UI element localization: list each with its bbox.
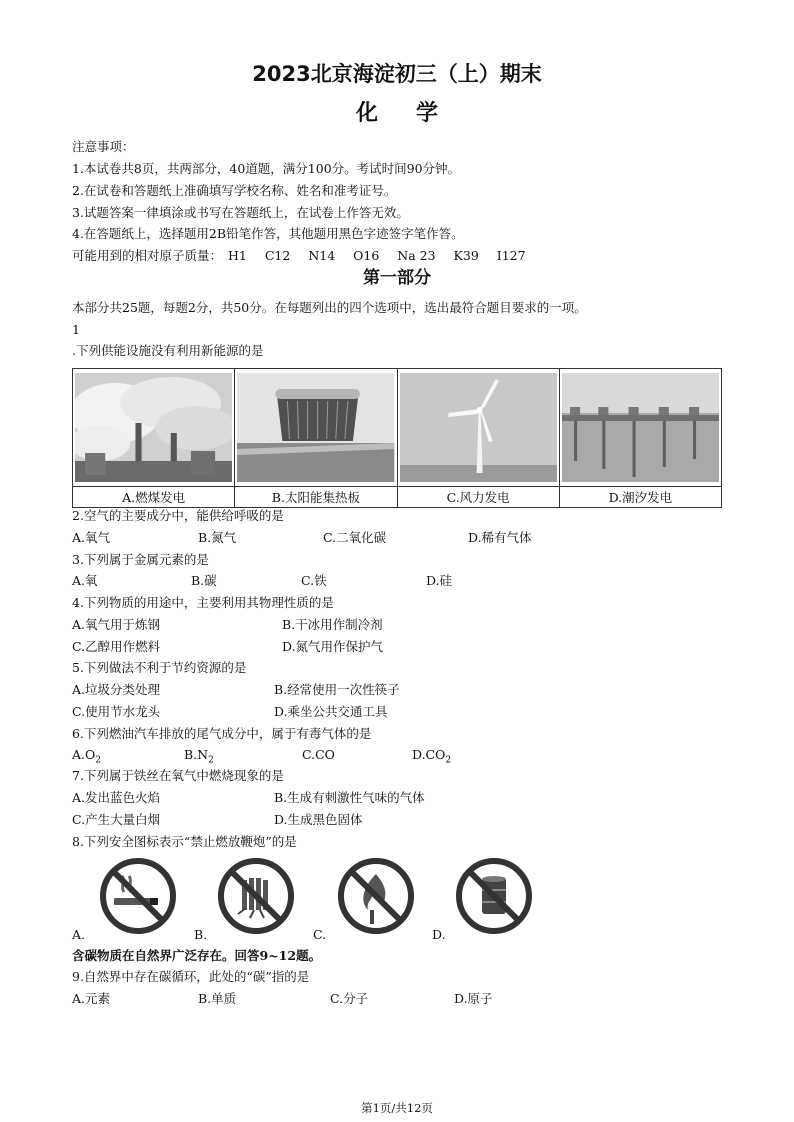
- option-c[interactable]: C.CO: [302, 747, 335, 762]
- option-d[interactable]: D.: [432, 927, 446, 942]
- part-instructions: 本部分共25题，每题2分，共50分。在每题列出的四个选项中，选出最符合题目要求的一项。: [72, 300, 587, 315]
- option-c-photo[interactable]: [397, 369, 559, 487]
- notes-heading: 注意事项：: [72, 139, 135, 154]
- option-d[interactable]: D.硅: [426, 573, 453, 588]
- option-c[interactable]: C.使用节水龙头: [72, 704, 161, 719]
- question-stem: 5.下列做法不利于节约资源的是: [72, 660, 247, 675]
- option-b[interactable]: B.太阳能集热板: [235, 487, 397, 508]
- option-d[interactable]: D.生成黑色固体: [274, 812, 363, 827]
- option-d-photo[interactable]: [559, 369, 721, 487]
- no-firecrackers-sign-icon[interactable]: [216, 856, 296, 936]
- option-a[interactable]: A.氧气: [72, 530, 111, 545]
- question-stem: 9.自然界中存在碳循环，此处的“碳”指的是: [72, 969, 310, 984]
- atomic-masses: 可能用到的相对原子质量： H1 C12 N14 O16 Na 23 K39 I127: [72, 248, 526, 263]
- option-d[interactable]: D.稀有气体: [468, 530, 532, 545]
- no-smoking-sign-icon[interactable]: [98, 856, 178, 936]
- option-b[interactable]: B.氮气: [198, 530, 237, 545]
- option-b[interactable]: B.生成有刺激性气味的气体: [274, 790, 425, 805]
- subject-title: 化学: [355, 100, 476, 126]
- option-b[interactable]: B.碳: [191, 573, 217, 588]
- no-open-flame-sign-icon[interactable]: [336, 856, 416, 936]
- tidal-power-image: [562, 373, 719, 482]
- question-group-intro: 含碳物质在自然界广泛存在。回答9~12题。: [72, 948, 322, 963]
- option-d[interactable]: D.氮气用作保护气: [282, 639, 384, 654]
- no-flammable-barrel-sign-icon[interactable]: [454, 856, 534, 936]
- option-a[interactable]: A.元素: [72, 991, 111, 1006]
- option-c[interactable]: C.风力发电: [397, 487, 559, 508]
- exam-title: 2023北京海淀初三（上）期末: [252, 62, 542, 86]
- coal-power-plant-image: [75, 373, 232, 482]
- part-title: 第一部分: [363, 268, 431, 288]
- option-c[interactable]: C.分子: [330, 991, 369, 1006]
- option-a[interactable]: A.发出蓝色火焰: [72, 790, 161, 805]
- option-b[interactable]: $B.N_2$: [184, 747, 214, 766]
- question-stem: 6.下列燃油汽车排放的尾气成分中，属于有毒气体的是: [72, 726, 372, 741]
- question-number: 1: [72, 322, 80, 337]
- option-a[interactable]: $A.O_2$: [72, 747, 101, 766]
- option-d[interactable]: $D.CO_2$: [412, 747, 452, 766]
- page-footer: 第1页/共12页: [361, 1101, 433, 1115]
- option-c[interactable]: C.: [313, 927, 327, 942]
- option-d[interactable]: D.原子: [454, 991, 493, 1006]
- wind-turbine-image: [400, 373, 557, 482]
- question-stem: 7.下列属于铁丝在氧气中燃烧现象的是: [72, 768, 284, 783]
- option-b[interactable]: B.单质: [198, 991, 237, 1006]
- option-a[interactable]: A.: [72, 927, 86, 942]
- option-d[interactable]: D.潮汐发电: [559, 487, 721, 508]
- solar-heater-image: [237, 373, 394, 482]
- question-stem: 8.下列安全图标表示“禁止燃放鞭炮”的是: [72, 834, 297, 849]
- question-stem: 3.下列属于金属元素的是: [72, 552, 209, 567]
- option-a[interactable]: A.氧: [72, 573, 98, 588]
- question-stem: .下列供能设施没有利用新能源的是: [72, 343, 264, 358]
- option-b-photo[interactable]: [235, 369, 397, 487]
- note-item: 2.在试卷和答题纸上准确填写学校名称、姓名和准考证号。: [72, 183, 397, 198]
- option-b[interactable]: B.: [194, 927, 208, 942]
- option-a[interactable]: A.氧气用于炼钢: [72, 617, 161, 632]
- question-stem: 2.空气的主要成分中，能供给呼吸的是: [72, 508, 284, 523]
- note-item: 3.试题答案一律填涂或书写在答题纸上，在试卷上作答无效。: [72, 205, 409, 220]
- option-c[interactable]: C.铁: [301, 573, 327, 588]
- atomic-mass-label: 可能用到的相对原子质量：: [72, 248, 223, 263]
- option-c[interactable]: C.二氧化碳: [323, 530, 387, 545]
- option-b[interactable]: B.干冰用作制冷剂: [282, 617, 383, 632]
- note-item: 1.本试卷共8页，共两部分，40道题，满分100分。考试时间90分钟。: [72, 161, 461, 176]
- option-d[interactable]: D.乘坐公共交通工具: [274, 704, 388, 719]
- q1-photo-table: [72, 368, 722, 508]
- option-a[interactable]: A.垃圾分类处理: [72, 682, 161, 697]
- option-b[interactable]: B.经常使用一次性筷子: [274, 682, 400, 697]
- option-a-photo[interactable]: [73, 369, 235, 487]
- note-item: 4.在答题纸上，选择题用2B铅笔作答，其他题用黑色字迹签字笔作答。: [72, 226, 464, 241]
- question-stem: 4.下列物质的用途中，主要利用其物理性质的是: [72, 595, 334, 610]
- option-a[interactable]: A.燃煤发电: [73, 487, 235, 508]
- option-c[interactable]: C.乙醇用作燃料: [72, 639, 161, 654]
- option-c[interactable]: C.产生大量白烟: [72, 812, 161, 827]
